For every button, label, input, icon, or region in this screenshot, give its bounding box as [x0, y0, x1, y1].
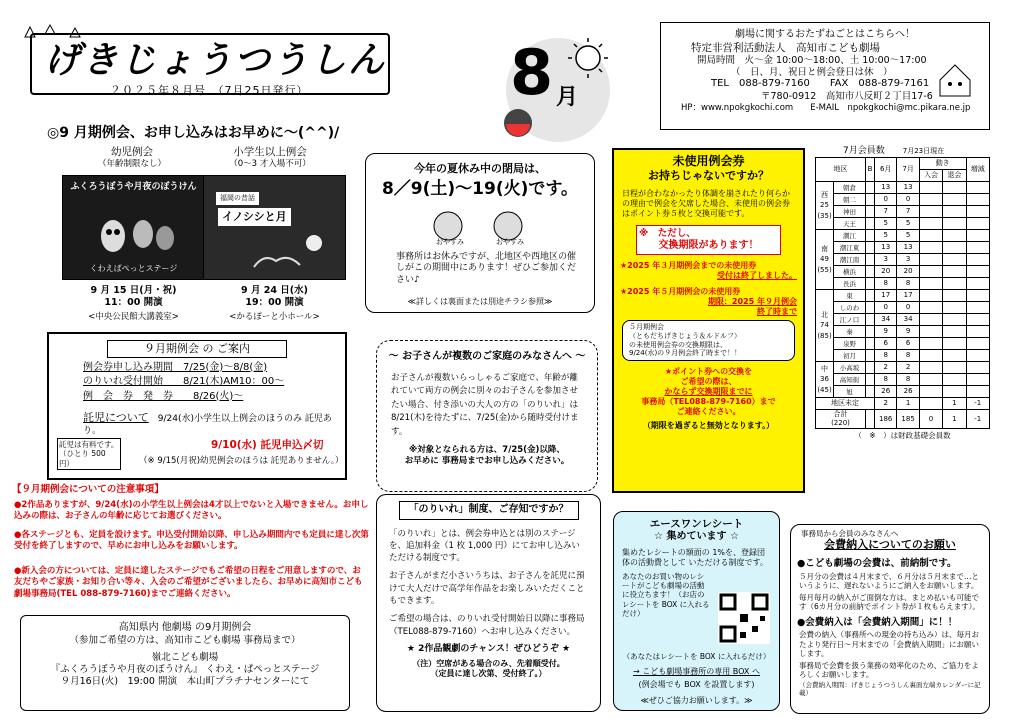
leave-count	[943, 386, 966, 398]
total-label: 合計 (220)	[816, 410, 866, 429]
table-row	[816, 218, 990, 230]
join-count	[919, 374, 942, 386]
june-count: 13	[875, 242, 897, 254]
table-row	[816, 374, 990, 386]
june-count: 26	[875, 386, 897, 398]
change-count	[966, 326, 989, 338]
june-count: 5	[875, 218, 897, 230]
june-count: 20	[875, 266, 897, 278]
headline: ◎9 月期例会、お申し込みはお早めに～(^^)/	[47, 125, 340, 141]
table-row	[816, 254, 990, 266]
september-guide-box	[47, 332, 347, 480]
join-count	[919, 290, 942, 302]
other-theatre-name: 嶺北こども劇場	[151, 652, 219, 664]
closure-body: 事務所はお休みですが、北地区や西地区の催しがこの期間中にあります！ぜひご参加ください♪	[396, 252, 577, 285]
office-hours: 開局時間 火～金 10:00～18:00、土 10:00～17:00	[697, 54, 927, 66]
closure-note: ≪詳しくは裏面または別途チラシ参照≫	[407, 297, 553, 306]
district-group: 中 36 (45)	[816, 362, 834, 398]
table-row	[816, 290, 990, 302]
other-work: 『ふくろうぼうや月夜のぼうけん』 くわえ・ぱぺっとステージ	[50, 664, 320, 676]
nursery-note: （※ 9/15(月祝)幼児例会のほうは 託児ありません。）	[139, 456, 344, 466]
join-count	[919, 218, 942, 230]
july-count: 9	[897, 326, 919, 338]
june-count: 5	[875, 230, 897, 242]
area-name: しのわ	[834, 302, 866, 314]
table-row	[816, 338, 990, 350]
change-count	[966, 266, 989, 278]
june-count: 8	[875, 278, 897, 290]
leave-count	[943, 290, 966, 302]
receipt-p6: ≪ぜひご協力お願いします。≫	[640, 696, 753, 705]
newsletter-title: げきじょうつうしん	[44, 40, 387, 81]
b-count	[865, 242, 874, 254]
table-row	[816, 350, 990, 362]
leave-count	[943, 218, 966, 230]
other-when: ９月16日(火) 19:00 開演 本山町プラチナセンターにて	[60, 676, 310, 688]
members-title: 7月会員数	[843, 146, 885, 156]
table-row	[816, 230, 990, 242]
leave-count	[943, 374, 966, 386]
unset-value: 2	[875, 398, 897, 410]
org-name: 特定非営利活動法人 高知市こども劇場	[691, 41, 880, 54]
june-count: 8	[875, 350, 897, 362]
web-email[interactable]: HP：www.npokgkochi.com E-MAIL npokgkochi@mc.pikara.ne.jp	[681, 102, 971, 113]
change-count	[966, 254, 989, 266]
leave-count	[943, 350, 966, 362]
change-count	[966, 362, 989, 374]
area-name: 潮江南	[834, 254, 866, 266]
b-count	[865, 362, 874, 374]
perf2-poster: 福岡の昔話 イノシシと月	[203, 175, 346, 280]
noriire-box	[376, 494, 601, 712]
receipt-box	[613, 511, 780, 711]
join-count	[919, 194, 942, 206]
change-count	[966, 242, 989, 254]
unused-note2: ★2025 年５月期例会の未使用券	[620, 287, 741, 297]
boar-moon-icon	[244, 231, 334, 271]
july-count: 26	[897, 386, 919, 398]
total-value: 186	[875, 410, 897, 429]
table-row	[816, 314, 990, 326]
july-count: 6	[897, 338, 919, 350]
month-suffix: 月	[556, 85, 579, 110]
join-count	[919, 230, 942, 242]
b-count	[865, 218, 874, 230]
col-july: 7月	[897, 158, 919, 182]
nursery-text: 9/24(水)小学生以上例会のほうのみ 託児あり。	[83, 414, 332, 436]
unset-value: 1	[943, 398, 966, 410]
join-count	[919, 386, 942, 398]
fee-b4: 事務局で会費を扱う業務の効率化のため、ご協力をよろしくお願いします。	[799, 660, 979, 679]
tel-fax: TEL 088-879-7160 FAX 088-879-7161	[711, 78, 930, 90]
area-name: 旭	[834, 386, 866, 398]
area-name: 天王	[834, 218, 866, 230]
area-name: 泉野	[834, 338, 866, 350]
june-count: 0	[875, 302, 897, 314]
guide-title: ９月期例会 の ご案内	[107, 340, 287, 358]
leave-count	[943, 314, 966, 326]
fee-h1: ●こども劇場の会費は、前納制です。	[797, 558, 957, 570]
july-count: 0	[897, 302, 919, 314]
multi-child-box	[376, 340, 598, 492]
leave-count	[943, 338, 966, 350]
unused-expiry: （期限を過ぎると無効となります。）	[642, 421, 775, 431]
noriire-p4: ★ 2作品観劇のチャンス！ぜひどうぞ ★	[406, 644, 571, 654]
unused-subtitle: お持ちじゃないですか？	[648, 169, 769, 182]
members-footnote: （ ※ ）は財政基礎会員数	[854, 430, 951, 440]
district-group: 北 74 (85)	[816, 290, 834, 362]
fee-box	[790, 524, 990, 714]
june-count: 3	[875, 254, 897, 266]
join-count	[919, 206, 942, 218]
july-count: 13	[897, 182, 919, 194]
june-count: 8	[875, 374, 897, 386]
change-count	[966, 290, 989, 302]
june-count: 6	[875, 338, 897, 350]
unused-title: 未使用例会券	[672, 154, 745, 168]
fee-b5: （会費納入期間：げきじょうつうしん裏面左端カレンダーに記載）	[799, 681, 981, 698]
table-row	[816, 278, 990, 290]
b-count	[865, 230, 874, 242]
noriire-p1: 「のりいれ」とは、例会券申込とは別のステージを、追加料金（1 枚 1,000 円）にてお申し込みいただける制度です。	[389, 528, 580, 564]
col-movement: 動き	[919, 158, 966, 170]
july-count: 8	[897, 350, 919, 362]
col-leave: 退会	[943, 170, 966, 182]
july-count: 7	[897, 206, 919, 218]
kids-note1: ※対象となられる方は、7/25(金)以降、	[409, 445, 565, 456]
receipt-title: エースワンレシート	[649, 518, 744, 530]
change-count	[966, 374, 989, 386]
join-count	[919, 278, 942, 290]
unused-point-info: ★ポイント券への交換を ご希望の際は、 かならず交換期限までに 事務局（TEL088-879-7160）まで ご連絡ください。	[641, 367, 776, 417]
join-count	[919, 266, 942, 278]
change-count	[966, 194, 989, 206]
leave-count	[943, 194, 966, 206]
unset-value: 1	[897, 398, 919, 410]
unused-note1b: 受付は終了しました。	[717, 271, 797, 281]
july-count: 3	[897, 254, 919, 266]
district-group: 南 49 (55)	[816, 230, 834, 290]
noriire-title: 「のりいれ」制度、ご存知ですか？	[399, 501, 579, 520]
leave-count	[943, 266, 966, 278]
change-count	[966, 206, 989, 218]
june-count: 13	[875, 182, 897, 194]
table-row	[816, 206, 990, 218]
change-count	[966, 350, 989, 362]
fee-title: 会費納入についてのお願い	[824, 538, 956, 552]
fee-intro: 事務局から会員のみなさんへ	[801, 529, 899, 538]
summer-closure-box	[365, 153, 595, 313]
perf1-label: 幼児例会 （年齢制限なし）	[97, 146, 166, 170]
join-count	[919, 182, 942, 194]
col-district: 地区	[816, 158, 866, 182]
notes-title: 【９月期例会についての注意事項】	[12, 484, 164, 495]
table-row	[816, 302, 990, 314]
area-name: 江ノ口	[834, 314, 866, 326]
change-count	[966, 218, 989, 230]
owl-puppets-icon	[83, 206, 183, 256]
area-name: 小高坂	[834, 362, 866, 374]
join-count	[919, 326, 942, 338]
month-number: 8	[510, 36, 554, 109]
receipt-p2: あなたのお買い物のレシートがこども劇場の活動に役立ちます！（お店のレシートを BOX に入れるだけ）	[622, 571, 710, 619]
leave-count	[943, 206, 966, 218]
table-row	[816, 242, 990, 254]
july-count: 13	[897, 242, 919, 254]
leave-count	[943, 254, 966, 266]
b-count	[865, 182, 874, 194]
noriire-p3: ご希望の場合は、のりいれ受付開始日以降に事務局（TEL088-879-7160）へお申し込みください。	[389, 614, 585, 637]
change-count	[966, 278, 989, 290]
unused-may-note: ５月期例会 （ともだちげきじょう＆ルドルフ） の未使用例会券の交換期限は、 9/24(水)の９月例会終了時まで！！	[622, 320, 795, 361]
b-count	[865, 386, 874, 398]
other-title: 高知県内 他劇場 の9月期例会	[118, 622, 252, 633]
nursery-deadline: 9/10(水) 託児申込〆切	[211, 438, 324, 451]
july-count: 2	[897, 362, 919, 374]
office-closed: （ 日、月、祝日と例会登日は休 ）	[731, 66, 893, 78]
b-count	[865, 314, 874, 326]
area-name: 潮江	[834, 230, 866, 242]
table-row	[816, 194, 990, 206]
join-count	[919, 242, 942, 254]
perf1-poster: ふくろうぼうや月夜のぼうけん くわえぱぺっとステージ	[62, 175, 205, 280]
unused-note2c: 終了時まで	[757, 307, 797, 317]
leave-count	[943, 302, 966, 314]
leave-count	[943, 278, 966, 290]
unused-note2b: 期限：2025 年９月例会	[707, 297, 797, 307]
table-row	[816, 266, 990, 278]
change-count	[966, 314, 989, 326]
area-name: 初月	[834, 350, 866, 362]
join-count	[919, 302, 942, 314]
qr-code-icon[interactable]	[718, 592, 770, 644]
b-count	[865, 254, 874, 266]
unset-value	[919, 398, 942, 410]
noriire-p6: （定員に達し次第、受付終了。）	[430, 669, 547, 679]
unset-label: 地区未定	[816, 398, 875, 410]
july-count: 5	[897, 230, 919, 242]
june-count: 2	[875, 362, 897, 374]
join-count	[919, 338, 942, 350]
area-name: 横浜	[834, 266, 866, 278]
kids-title: ～ お子さんが複数のご家庭のみなさんへ ～	[388, 351, 586, 362]
svg-text:おやすみ: おやすみ	[496, 238, 524, 246]
other-theatre-box	[20, 615, 350, 711]
b-count	[865, 194, 874, 206]
area-name: 朝二	[834, 194, 866, 206]
fee-b1: ５月分の会費は４月末まで、６月分は５月末まで…というように、遅れないようにご納入をお願いします。	[799, 572, 979, 591]
closure-dates: 8／9(土)～19(火)です。	[381, 178, 579, 199]
unset-value: -1	[966, 398, 989, 410]
june-count: 0	[875, 194, 897, 206]
area-name: 潮江東	[834, 242, 866, 254]
july-count: 34	[897, 314, 919, 326]
issue-date: ２０２５年８月号 （7月25日発行）	[110, 84, 309, 97]
nursery-label: 託児について	[83, 411, 149, 425]
col-june: 6月	[875, 158, 897, 182]
fee-h2: ●会費納入は「会費納入期間」に！！	[797, 616, 958, 628]
noriire-p5: （注）空席がある場合のみ、先着順受付。	[412, 659, 565, 669]
fee-b3: 会費の納入（事務所への現金の持ち込み）は、毎月おたより発行日～月末までの「会費納入期間」にお願いします。	[799, 630, 979, 659]
receipt-p5: (例会場でも BOX を設置します)	[638, 680, 755, 689]
change-count	[966, 230, 989, 242]
members-date: 7月23日現在	[902, 147, 945, 155]
unused-warning: ※ ただし、 交換期限があります！	[636, 225, 781, 255]
note-3: ●新入会の方については、定員に達したステージでもご希望の日程をご用意しますので、お友だちやご家族・お知り合い等々、入会のご希望がございましたら、お早めに高知市こども劇場事務局(TEL 088-879-7160)までご連絡ください。	[14, 566, 363, 599]
member-count-table	[815, 146, 990, 440]
note-1: ●2作品ありますが、9/24(水)の小学生以上例会は4才以上でないと入場できません。お申し込みの際は、お子さんの年齢に応じてお選びください。	[14, 500, 369, 522]
mascot-characters-icon	[426, 206, 536, 246]
table-row	[816, 362, 990, 374]
application-period: 例会券申し込み期間 7/25(金)～8/8(金)	[83, 361, 268, 373]
change-count	[966, 182, 989, 194]
note-2: ●各ステージとも、定員を設けます。申込受付開始以降、申し込み期間内でも定員に達し次第受付を終了しますので、早めにお申し込みをお願いします。	[14, 530, 369, 552]
perf1-schedule: 9 月 15 日(月・祝) 11：00 開演 <中央公民館大講義室>	[88, 285, 179, 322]
b-count	[865, 278, 874, 290]
area-name: 秦	[834, 326, 866, 338]
b-count	[865, 302, 874, 314]
kids-body: お子さんが複数いらっしゃるご家庭で、年齢が離れていて両方の例会に別々のお子さんを参加させたい場合、付き添いの大人の方の「のりいれ」は 8/21(木)を待たずに、7/25(金)から随時受付けます。	[391, 372, 579, 437]
june-count: 7	[875, 206, 897, 218]
june-count: 17	[875, 290, 897, 302]
district-group: 西 25 (35)	[816, 182, 834, 230]
perf2-label: 小学生以上例会 （0～3 才入場不可）	[229, 146, 311, 170]
join-count	[919, 254, 942, 266]
july-count: 8	[897, 374, 919, 386]
change-count	[966, 338, 989, 350]
july-count: 0	[897, 194, 919, 206]
leave-count	[943, 326, 966, 338]
b-count	[865, 350, 874, 362]
area-name: 神田	[834, 206, 866, 218]
member-table	[815, 157, 990, 429]
june-count: 9	[875, 326, 897, 338]
join-count	[919, 314, 942, 326]
col-change: 増減	[966, 158, 989, 182]
address: 〒780-0912 高知市八反町２丁目17-6	[761, 90, 933, 102]
ticket-issue: 例 会 券 発 券 8/26(火)～	[83, 390, 244, 402]
july-count: 20	[897, 266, 919, 278]
total-value: 1	[943, 410, 966, 429]
col-b: B	[865, 158, 874, 182]
b-count	[865, 326, 874, 338]
join-count	[919, 350, 942, 362]
area-name: 長浜	[834, 278, 866, 290]
unused-body: 日程が合わなかったり体調を崩されたり何らかの理由で例会を欠席した場合、未使用の例会券はポイント券５枚と交換可能です。	[622, 188, 790, 218]
leave-count	[943, 242, 966, 254]
area-name: 高知街	[834, 374, 866, 386]
unused-ticket-box	[612, 148, 805, 493]
leave-count	[943, 230, 966, 242]
receipt-p4: → こども劇場事務所の専用 BOX へ	[633, 667, 760, 676]
area-name: 東	[834, 290, 866, 302]
kids-note2: お早めに 事務局までお申し込みください。	[404, 456, 570, 467]
table-row	[816, 182, 990, 194]
nursery-fee: 託児は有料です。（ひとり 500 円）	[57, 438, 121, 470]
b-count	[865, 338, 874, 350]
fee-b2: 毎月毎月の納入がご面倒な方は、まとめ払いも可能です（6カ月分の前納でポイント券が１枚もらえます）。	[799, 592, 981, 612]
unused-note1: ★2025 年３月期例会までの未使用券	[620, 261, 757, 271]
b-count	[865, 290, 874, 302]
house-mascot-icon	[935, 60, 975, 100]
change-count	[966, 386, 989, 398]
svg-text:おやすみ: おやすみ	[436, 238, 464, 246]
change-count	[966, 302, 989, 314]
total-value: 0	[919, 410, 942, 429]
june-count: 34	[875, 314, 897, 326]
other-sub: （参加ご希望の方は、高知市こども劇場 事務局まで）	[69, 634, 301, 646]
b-count	[865, 374, 874, 386]
b-count	[865, 266, 874, 278]
total-value: 185	[897, 410, 919, 429]
leave-count	[943, 182, 966, 194]
total-value: -1	[966, 410, 989, 429]
total-b	[865, 410, 874, 429]
area-name: 朝倉	[834, 182, 866, 194]
receipt-title2: ☆ 集めています ☆	[654, 531, 739, 543]
contact-intro: 劇場に関するおたずねごとはこちらへ！	[735, 29, 915, 40]
col-join: 入会	[919, 170, 942, 182]
table-row	[816, 386, 990, 398]
noriire-p2: お子さんがまだ小さいうちは、お子さんを託児に預けて大人だけで高学年作品をお楽しみいただくこともできます。	[389, 571, 585, 607]
b-count	[865, 206, 874, 218]
table-row	[816, 326, 990, 338]
join-count	[919, 362, 942, 374]
leave-count	[943, 362, 966, 374]
receipt-p3: （あなたはレシートを BOX に入れるだけ）	[622, 652, 771, 661]
noriire-start: のりいれ受付開始 8/21(木)AM10：00～	[83, 376, 285, 388]
perf2-schedule: 9 月 24 日(水) 19：00 開演 <かるぽーと小ホール>	[229, 285, 320, 322]
receipt-p1: 集めたレシートの額面の 1%を、登録団体の活動費として いただける制度です。	[622, 547, 768, 567]
closure-title: 今年の夏休み中の閉局は、	[414, 162, 546, 175]
july-count: 5	[897, 218, 919, 230]
july-count: 8	[897, 278, 919, 290]
july-count: 17	[897, 290, 919, 302]
